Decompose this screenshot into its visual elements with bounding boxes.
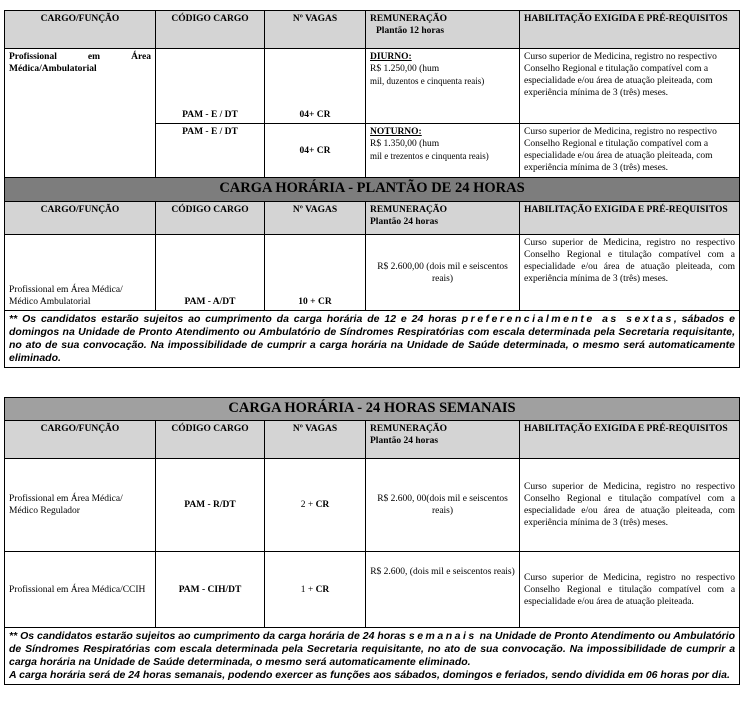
section-band — [5, 398, 740, 421]
codigo-cell: PAM - CIH/DT — [156, 552, 265, 628]
col-codigo: CÓDIGO CARGO — [156, 11, 265, 49]
section-title: CARGA HORÁRIA - PLANTÃO DE 24 HORAS — [5, 178, 740, 202]
table-row — [5, 459, 740, 552]
codigo-cell: PAM - E / DT — [156, 124, 265, 178]
remuneracao-cell: R$ 2.600, 00(dois mil e seiscentos reais) — [366, 459, 520, 552]
vagas-cell: 2 + CR — [265, 459, 366, 552]
col-habilitacao: HABILITAÇÃO EXIGIDA E PRÉ-REQUISITOS — [520, 202, 740, 235]
vagas-cell: 04+ CR — [265, 49, 366, 124]
codigo-cell: PAM - A/DT — [156, 235, 265, 311]
header-row — [5, 202, 740, 235]
col-cargo: CARGO/FUNÇÃO — [5, 202, 156, 235]
table-plantao — [4, 10, 740, 368]
valor: R$ 1.250,00 (hum — [370, 64, 440, 74]
requisito-cell: Curso superior de Medicina, registro no respectivo Conselho Regional e titulação compatível com a especialidade e/ou área de atuação pleiteada, com experiência mínima de 3 (três) meses. — [520, 49, 740, 124]
valor: R$ 1.350,00 (hum — [370, 139, 440, 149]
col-habilitacao: HABILITAÇÃO EXIGIDA E PRÉ-REQUISITOS — [520, 421, 740, 459]
requisito-cell: Curso superior de Medicina, registro no respectivo Conselho Regional e titulação compatível com a especialidade e/ou área de atuação pleiteada, com experiência mínima de 3 (três) meses. — [520, 235, 740, 311]
cargo-cell: Profissional em Área Médica/CCIH — [5, 552, 156, 628]
table-semanal — [4, 397, 740, 685]
codigo-cell: PAM - E / DT — [156, 49, 265, 124]
table-row — [5, 235, 740, 311]
col-vagas: Nº VAGAS — [265, 202, 366, 235]
vagas-cell: 1 + CR — [265, 552, 366, 628]
valor-extenso: mil e trezentos e cinquenta reais) — [370, 151, 489, 161]
col-cargo: CARGO/FUNÇÃO — [5, 11, 156, 49]
col-remuneracao: REMUNERAÇÃO Plantão 24 horas — [366, 202, 520, 235]
note-row — [5, 628, 740, 685]
remuneracao-cell: R$ 2.600, (dois mil e seiscentos reais) — [366, 552, 520, 628]
remuneracao-cell: R$ 2.600,00 (dois mil e seiscentos reais) — [366, 235, 520, 311]
cargo-cell: Profissional em Área Médica/ Médico Ambulatorial — [5, 235, 156, 311]
vagas-cell: 10 + CR — [265, 235, 366, 311]
requisito-cell: Curso superior de Medicina, registro no respectivo Conselho Regional e titulação compatível com a especialidade e/ou área de atuação pleiteada. — [520, 552, 740, 628]
note-text: ** Os candidatos estarão sujeitos ao cumprimento da carga horária de 12 e 24 horas preferencialmente as sextas, sábados e domingos na Unidade de Pronto Atendimento ou Ambulatório de Síndromes Respiratórias com escala determinada pela Secretaria requisitante, no ato de sua convocação. Na impossibilidade de cumprir a carga horária na Unidade de Saúde determinada, o mesmo será automaticamente eliminado. — [5, 311, 740, 368]
header-row — [5, 11, 740, 49]
turno-label: DIURNO: — [370, 52, 412, 62]
cargo-cell: Profissional em Área Médica/ Médico Regulador — [5, 459, 156, 552]
section-title: CARGA HORÁRIA - 24 HORAS SEMANAIS — [5, 398, 740, 421]
table-row — [5, 552, 740, 628]
cargo-cell: Profissional em Área Médica/Ambulatorial — [5, 49, 156, 178]
col-codigo: CÓDIGO CARGO — [156, 421, 265, 459]
col-remuneracao: REMUNERAÇÃO Plantão 24 horas — [366, 421, 520, 459]
col-vagas: Nº VAGAS — [265, 421, 366, 459]
col-remuneracao: REMUNERAÇÃO Plantão 12 horas — [366, 11, 520, 49]
col-habilitacao: HABILITAÇÃO EXIGIDA E PRÉ-REQUISITOS — [520, 11, 740, 49]
requisito-cell: Curso superior de Medicina, registro no respectivo Conselho Regional e titulação compatível com a especialidade e/ou área de atuação pleiteada, com experiência mínima de 3 (três) meses. — [520, 459, 740, 552]
codigo-cell: PAM - R/DT — [156, 459, 265, 552]
col-cargo: CARGO/FUNÇÃO — [5, 421, 156, 459]
vagas-cell: 04+ CR — [265, 124, 366, 178]
valor-extenso: mil, duzentos e cinquenta reais) — [370, 76, 485, 86]
turno-label: NOTURNO: — [370, 127, 422, 137]
table-row — [5, 49, 740, 124]
remuneracao-cell — [366, 124, 520, 178]
remuneracao-cell — [366, 49, 520, 124]
note-text-2: A carga horária será de 24 horas semanais, podendo exercer as funções aos sábados, domingos e feriados, sendo dividida em 06 horas por dia. — [9, 669, 730, 681]
note-row — [5, 311, 740, 368]
requisito-cell: Curso superior de Medicina, registro no respectivo Conselho Regional e titulação compatível com a especialidade e/ou área de atuação pleiteada, com experiência mínima de 3 (três) meses. — [520, 124, 740, 178]
section-band — [5, 178, 740, 202]
note-text: ** Os candidatos estarão sujeitos ao cumprimento da carga horária de 24 horas semanais na Unidade de Pronto Atendimento ou Ambulatório de Síndromes Respiratórias com escala determinada pela Secretaria requisitante, no ato de sua convocação. Na impossibilidade de cumprir a carga horária na Unidade de Saúde determinada, o mesmo será automaticamente eliminado. A carga horária será de 24 horas semanais, podendo exercer as funções aos sábados, domingos e feriados, sendo dividida em 06 horas por dia. — [5, 628, 740, 685]
col-codigo: CÓDIGO CARGO — [156, 202, 265, 235]
header-row — [5, 421, 740, 459]
col-vagas: Nº VAGAS — [265, 11, 366, 49]
